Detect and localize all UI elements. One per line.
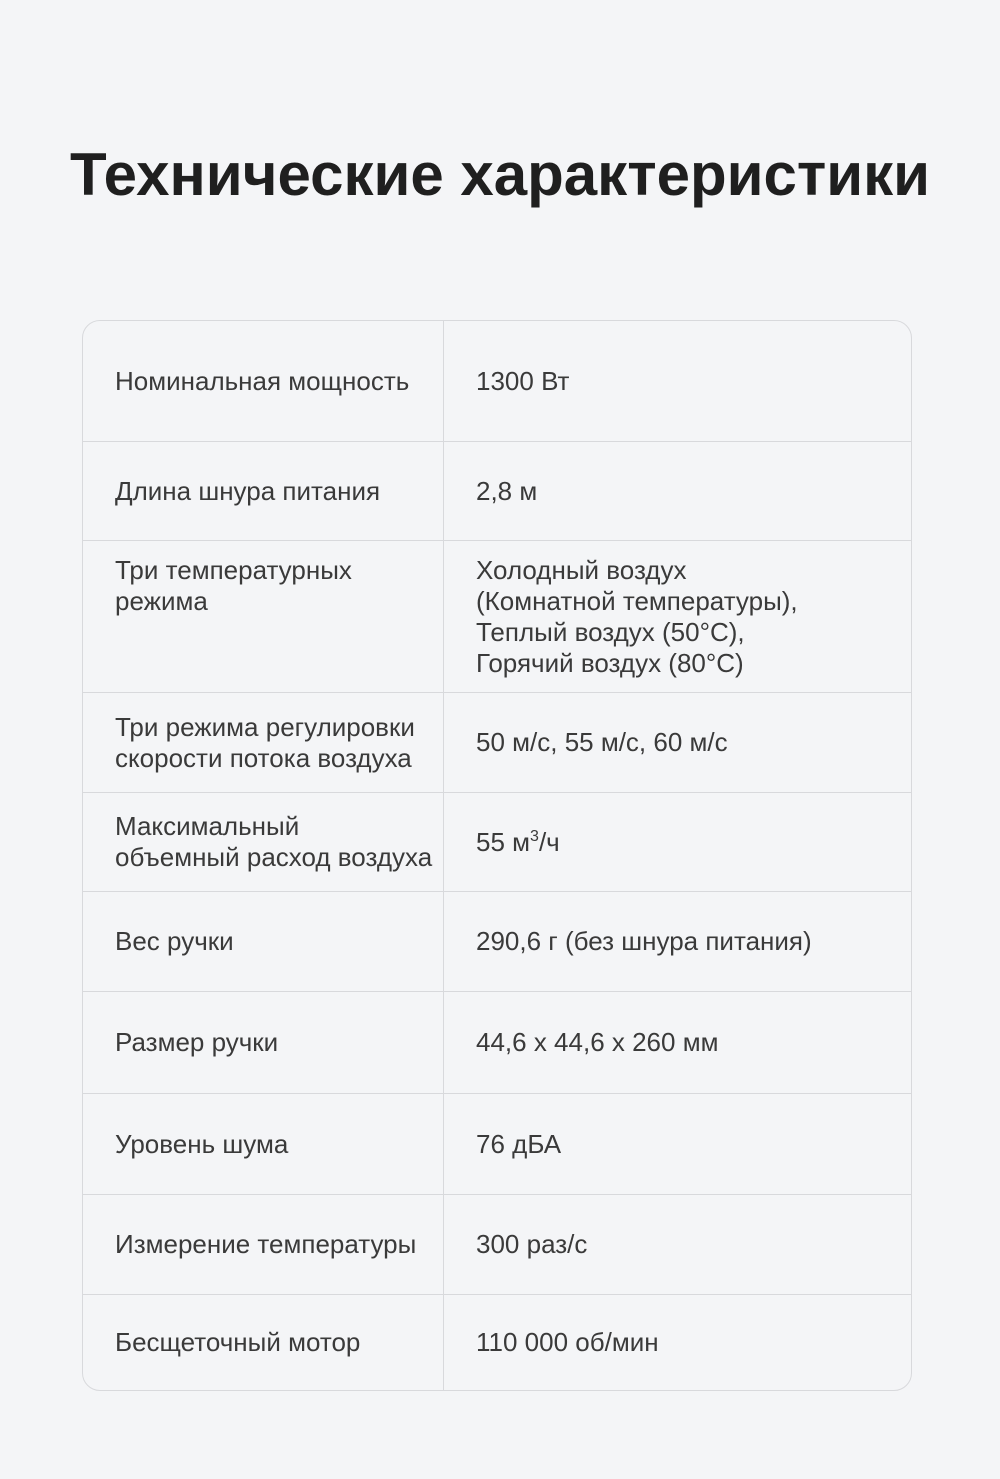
spec-label: Максимальный объемный расход воздуха	[83, 793, 444, 891]
spec-label: Бесщеточный мотор	[83, 1295, 444, 1390]
spec-value: 76 дБА	[476, 1128, 562, 1159]
spec-row	[83, 1194, 911, 1294]
spec-value: 300 раз/с	[476, 1229, 588, 1259]
spec-value: 55 $м^3/ч$	[476, 826, 560, 857]
spec-row	[83, 1294, 911, 1390]
spec-label: Номинальная мощность	[83, 321, 444, 441]
spec-label: Измерение температуры	[83, 1195, 444, 1294]
superscript-3: 3	[530, 827, 539, 845]
spec-row	[83, 441, 911, 540]
spec-value: 110 000 об/мин	[476, 1327, 659, 1357]
spec-label: Длина шнура питания	[83, 442, 444, 540]
spec-label: Три температурных режима	[83, 541, 444, 692]
spec-value: 2,8 м	[476, 475, 538, 506]
spec-row	[83, 1093, 911, 1194]
spec-value: 1300 Вт	[476, 365, 570, 396]
spec-label: Размер ручки	[83, 992, 444, 1093]
spec-row	[83, 891, 911, 991]
spec-row	[83, 792, 911, 891]
spec-label: Вес ручки	[83, 892, 444, 991]
spec-row	[83, 991, 911, 1093]
spec-table	[82, 320, 912, 1391]
spec-row	[83, 321, 911, 441]
spec-value: Холодный воздух (Комнатной температуры), Теплый воздух (50°С), Горячий воздух (80°С)	[476, 555, 798, 678]
spec-value: 290,6 г (без шнура питания)	[476, 926, 812, 956]
spec-label: Три режима регулировки скорости потока воздуха	[83, 693, 444, 792]
spec-value: 44,6 x 44,6 x 260 мм	[476, 1027, 719, 1057]
spec-label: Уровень шума	[83, 1094, 444, 1194]
spec-row	[83, 692, 911, 792]
spec-value: 50 м/с, 55 м/с, 60 м/с	[476, 727, 728, 757]
spec-row	[83, 540, 911, 692]
page-title: Технические характеристики	[69, 141, 931, 208]
